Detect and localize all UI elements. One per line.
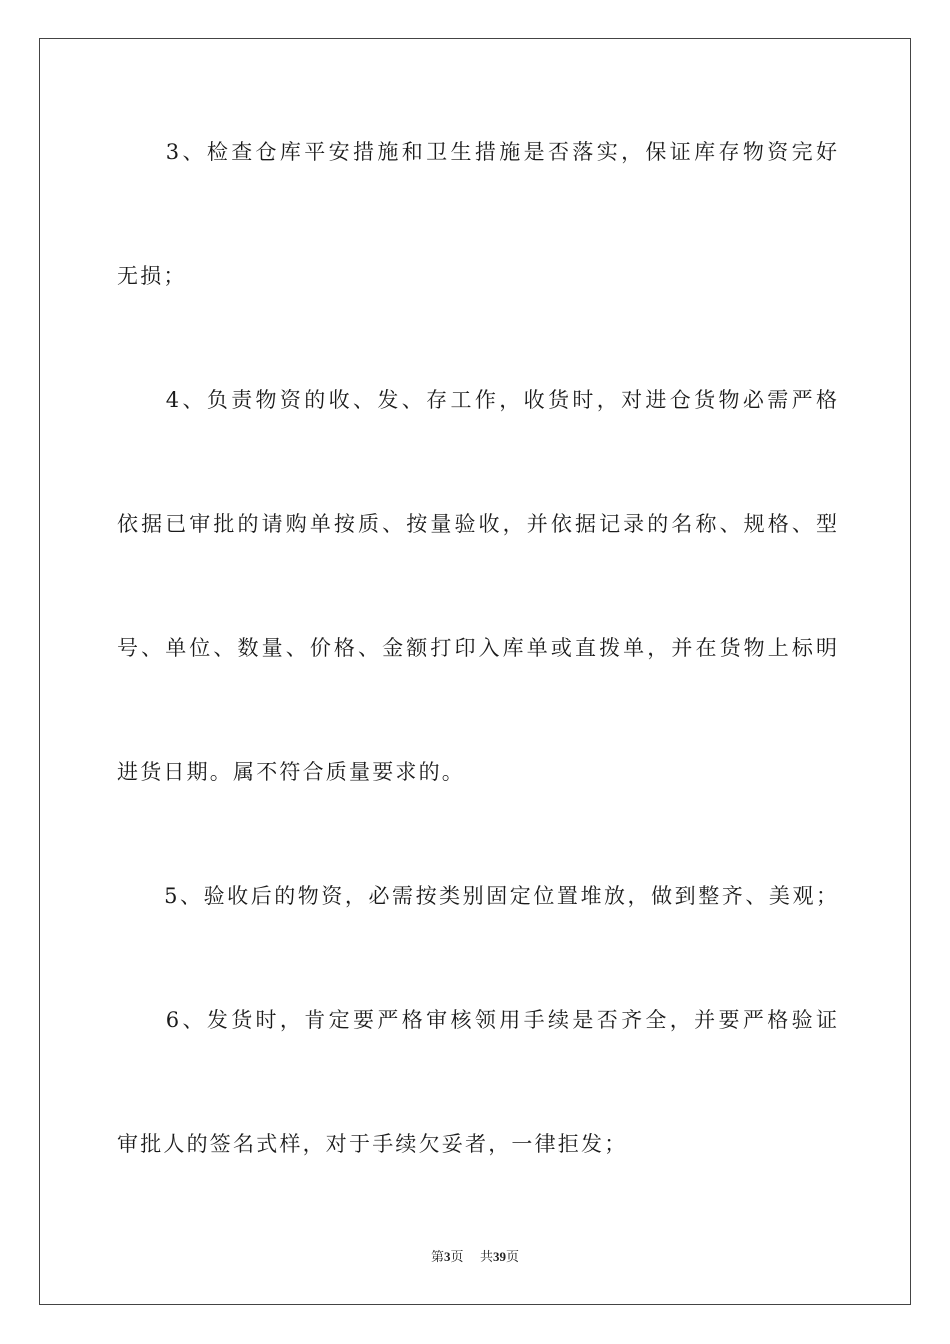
paragraph-5-line-1: 5、验收后的物资，必需按类别固定位置堆放，做到整齐、美观；: [117, 884, 837, 908]
total-label-prefix: 共: [480, 1250, 494, 1265]
paragraph-4-line-3: 号、单位、数量、价格、金额打印入库单或直拨单，并在货物上标明: [117, 636, 837, 660]
paragraph-4-line-1: 4、负责物资的收、发、存工作，收货时，对进仓货物必需严格: [117, 388, 837, 412]
paragraph-3-line-1: 3、检查仓库平安措施和卫生措施是否落实，保证库存物资完好: [117, 140, 837, 164]
paragraph-6-line-2: 审批人的签名式样，对于手续欠妥者，一律拒发；: [117, 1132, 628, 1156]
page-border: [39, 38, 911, 1305]
paragraph-4-line-4: 进货日期。属不符合质量要求的。: [117, 760, 465, 784]
page-label-suffix: 页: [450, 1250, 464, 1265]
page-label-prefix: 第: [430, 1250, 444, 1265]
page-total-number: 39: [493, 1249, 507, 1264]
paragraph-6-line-1: 6、发货时，肯定要严格审核领用手续是否齐全，并要严格验证: [117, 1008, 837, 1032]
total-label-suffix: 页: [506, 1250, 520, 1265]
paragraph-3-line-2: 无损；: [117, 264, 187, 288]
paragraph-4-line-2: 依据已审批的请购单按质、按量验收，并依据记录的名称、规格、型: [117, 512, 837, 536]
page-footer: [0, 1248, 950, 1267]
page-current-number: 3: [443, 1249, 451, 1264]
